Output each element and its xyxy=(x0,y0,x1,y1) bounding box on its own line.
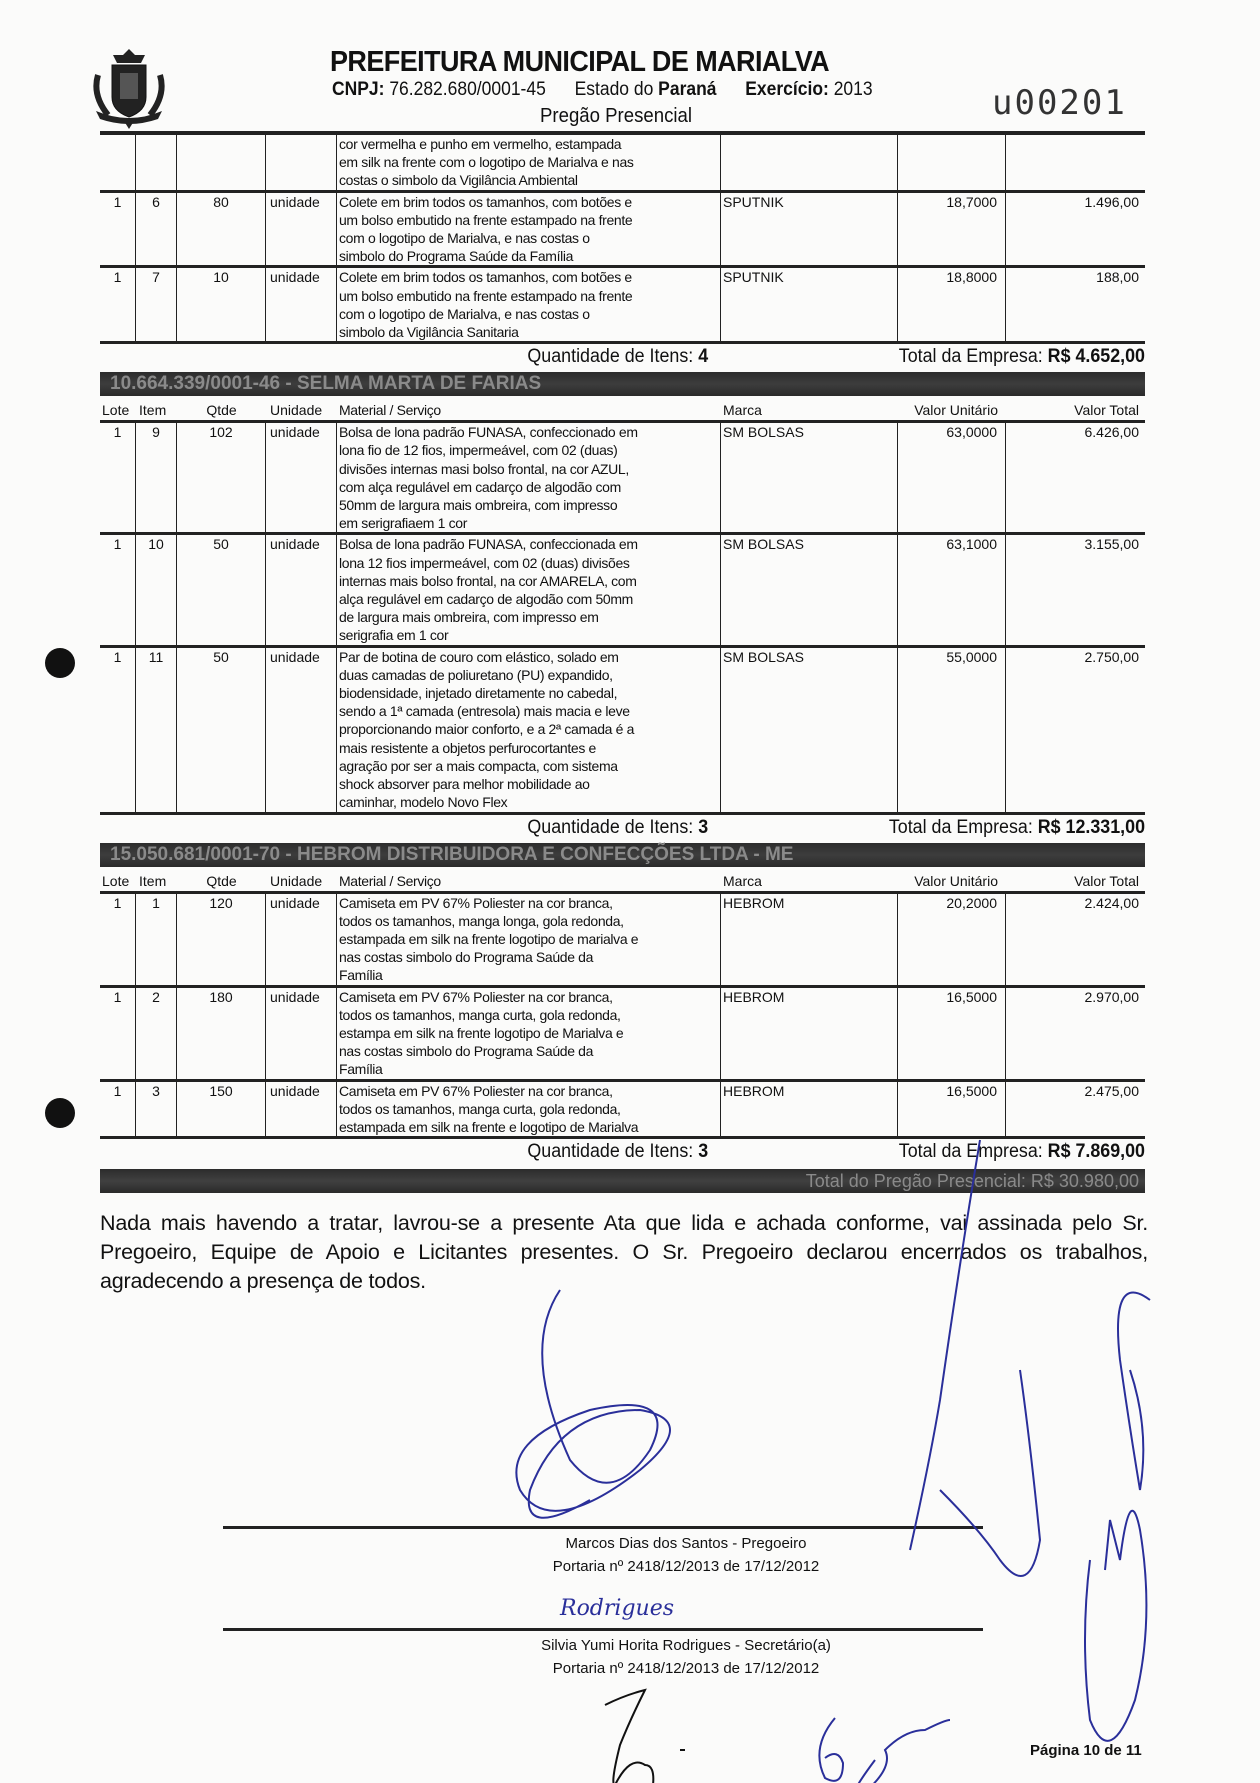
marca-cell: SPUTNIK xyxy=(721,193,898,266)
signature-line xyxy=(223,1526,983,1529)
material-line: Par de botina de couro com elástico, solado em xyxy=(339,648,619,665)
signature-block-pregoeiro xyxy=(223,1526,983,1578)
column-header: Unidade xyxy=(270,872,323,889)
material-line: estampa em silk na frente logotipo de Marialva e xyxy=(339,1024,624,1041)
lote-cell: 1 xyxy=(100,423,136,532)
unidade-cell: unidade xyxy=(266,988,337,1079)
company-total xyxy=(899,1139,1145,1165)
item-cell: 6 xyxy=(136,193,177,266)
material-line: com alça regulável em cadarço de algodão com xyxy=(339,478,621,495)
qtde-cell: 120 xyxy=(177,894,266,985)
valor-unitario-cell: 63,0000 xyxy=(898,423,1006,532)
signature-line xyxy=(223,1628,983,1631)
material-cell xyxy=(337,423,721,532)
column-header: Marca xyxy=(723,402,762,419)
item-cell: 1 xyxy=(136,894,177,985)
section-summary xyxy=(163,344,1145,370)
table-row xyxy=(100,423,1145,535)
company-total-label: Total da Empresa: xyxy=(898,346,1043,368)
material-cell xyxy=(337,135,721,190)
column-header: Material / Serviço xyxy=(339,402,441,419)
material-line: um bolso embutido na frente estampado na frente xyxy=(339,211,633,228)
lote-cell: 1 xyxy=(100,1082,136,1137)
material-line: divisões internas masi bolso frontal, na cor AZUL, xyxy=(339,460,629,477)
hole-punch xyxy=(45,1098,75,1128)
material-line: Camiseta em PV 67% Poliester na cor branca, xyxy=(339,1082,613,1099)
unidade-cell: unidade xyxy=(266,1082,337,1137)
company-total-value: R$ 7.869,00 xyxy=(1047,1141,1145,1163)
material-line: Família xyxy=(339,967,383,984)
material-line: lona 12 fios impermeável, com 02 (duas) divisões xyxy=(339,554,630,571)
header-info-line xyxy=(332,80,873,99)
item-count-label: Quantidade de Itens: xyxy=(527,816,694,838)
column-header: Unidade xyxy=(270,402,323,419)
material-line: Camiseta em PV 67% Poliester na cor branca, xyxy=(339,988,613,1005)
signer-name: Silvia Yumi Horita Rodrigues - Secretário(a) xyxy=(541,1636,831,1654)
exercicio-label: Exercício: xyxy=(745,79,829,100)
valor-total-cell: 188,00 xyxy=(1096,269,1139,286)
material-line: agração por ser a mais compacta, com sistema xyxy=(339,757,618,774)
material-cell xyxy=(337,648,721,812)
valor-total-cell: 2.475,00 xyxy=(1084,1082,1139,1099)
lote-cell: 1 xyxy=(100,535,136,644)
signature-right-b xyxy=(1085,1293,1150,1741)
valor-total-cell xyxy=(1006,135,1145,190)
table-row xyxy=(100,535,1145,647)
marca-cell: SM BOLSAS xyxy=(721,535,898,644)
item-count-value: 3 xyxy=(698,816,709,838)
column-header: Valor Unitário xyxy=(914,872,998,889)
initials-black xyxy=(605,1690,685,1783)
cnpj-label: CNPJ: xyxy=(332,79,385,100)
valor-unitario-cell: 16,5000 xyxy=(898,1082,1006,1137)
table-row xyxy=(100,988,1145,1082)
table-row xyxy=(100,648,1145,815)
material-cell xyxy=(337,193,721,266)
material-line: todos os tamanhos, manga longa, gola redonda, xyxy=(339,912,624,929)
page-indicator: Página 10 de 11 xyxy=(1030,1742,1142,1759)
material-cell xyxy=(337,1082,721,1137)
item-cell: 2 xyxy=(136,988,177,1079)
material-cell xyxy=(337,894,721,985)
item-count-label: Quantidade de Itens: xyxy=(527,1141,694,1163)
lote-cell xyxy=(100,135,136,190)
unidade-cell: unidade xyxy=(266,535,337,644)
unidade-cell: unidade xyxy=(266,894,337,985)
exercicio-value: 2013 xyxy=(833,79,873,100)
unidade-cell: unidade xyxy=(266,648,337,812)
item-count-label: Quantidade de Itens: xyxy=(527,346,694,368)
signature-pregoeiro xyxy=(516,1290,670,1518)
grand-total-bar: Total do Pregão Presencial: R$ 30.980,00 xyxy=(100,1169,1145,1193)
material-line: com o logotipo de Marialva, e nas costas o xyxy=(339,305,590,322)
lote-cell: 1 xyxy=(100,988,136,1079)
qtde-cell: 150 xyxy=(177,1082,266,1137)
column-header: Valor Total xyxy=(1074,872,1139,889)
material-line: sendo a 1ª camada (entresola) mais macia e leve xyxy=(339,703,630,720)
item-cell: 11 xyxy=(136,648,177,812)
material-line: em serigrafiaem 1 cor xyxy=(339,515,468,532)
valor-unitario-cell xyxy=(898,135,1006,190)
table-row xyxy=(100,894,1145,988)
item-cell: 9 xyxy=(136,423,177,532)
material-line: Família xyxy=(339,1061,383,1078)
document-subtitle: Pregão Presencial xyxy=(540,105,692,127)
valor-total-cell: 6.426,00 xyxy=(1084,424,1139,441)
section-summary xyxy=(163,1139,1145,1165)
marca-cell: SM BOLSAS xyxy=(721,423,898,532)
material-line: de largura mais ombreira, com impresso em xyxy=(339,609,599,626)
valor-unitario-cell: 20,2000 xyxy=(898,894,1006,985)
supplier-header-bar: 10.664.339/0001-46 - SELMA MARTA DE FARIAS xyxy=(100,372,1145,396)
column-header: Marca xyxy=(723,872,762,889)
material-line: shock absorver para melhor mobilidade ao xyxy=(339,776,590,793)
material-line: Colete em brim todos os tamanhos, com botões e xyxy=(339,269,632,286)
valor-total-cell: 3.155,00 xyxy=(1084,536,1139,553)
company-total-value: R$ 12.331,00 xyxy=(1037,816,1145,838)
item-count xyxy=(527,1139,708,1165)
column-headers xyxy=(100,871,1145,894)
item-count xyxy=(527,815,708,841)
marca-cell: HEBROM xyxy=(721,1082,898,1137)
table-row xyxy=(100,268,1145,344)
unidade-cell xyxy=(266,135,337,190)
column-header: Lote xyxy=(102,872,130,889)
lote-cell: 1 xyxy=(100,894,136,985)
material-line: mais resistente a objetos perfurocortantes e xyxy=(339,739,596,756)
material-line: todos os tamanhos, manga curta, gola redonda, xyxy=(339,1100,621,1117)
material-line: internas mais bolso frontal, na cor AMARELA, com xyxy=(339,572,637,589)
supplier-section xyxy=(100,843,1145,1166)
column-header: Item xyxy=(139,402,167,419)
material-line: estampada em silk na frente e logotipo de Marialva xyxy=(339,1118,639,1135)
material-line: proporcionando maior conforto, e a 2ª camada é a xyxy=(339,721,635,738)
page-title: PREFEITURA MUNICIPAL DE MARIALVA xyxy=(330,46,830,78)
municipal-coat-of-arms-logo xyxy=(88,45,170,130)
estado-value: Paraná xyxy=(658,79,717,100)
qtde-cell: 80 xyxy=(177,193,266,266)
page-number-stamp: u00201 xyxy=(992,83,1127,123)
company-total-label: Total da Empresa: xyxy=(888,816,1033,838)
initials-6 xyxy=(819,1718,843,1781)
table-row xyxy=(100,131,1145,193)
valor-unitario-cell: 55,0000 xyxy=(898,648,1006,812)
material-cell xyxy=(337,535,721,644)
unidade-cell: unidade xyxy=(266,268,337,341)
qtde-cell: 50 xyxy=(177,648,266,812)
material-line: todos os tamanhos, manga curta, gola redonda, xyxy=(339,1006,621,1023)
material-line: simbolo do Programa Saúde da Família xyxy=(339,248,574,265)
initials-scribble xyxy=(853,1720,951,1783)
document-body xyxy=(100,131,1148,1296)
items-table xyxy=(100,131,1145,1193)
material-cell xyxy=(337,988,721,1079)
valor-unitario-cell: 18,8000 xyxy=(898,268,1006,341)
material-line: caminhar, modelo Novo Flex xyxy=(339,794,508,811)
hole-punch xyxy=(45,648,75,678)
handwritten-signature-secretario: Rodrigues xyxy=(560,1596,675,1621)
item-count xyxy=(527,344,708,370)
company-total-label: Total da Empresa: xyxy=(898,1141,1043,1163)
unidade-cell: unidade xyxy=(266,423,337,532)
supplier-section xyxy=(100,131,1145,370)
estado-prefix: Estado do xyxy=(574,79,654,100)
company-total xyxy=(899,344,1145,370)
column-header: Material / Serviço xyxy=(339,872,441,889)
column-header: Lote xyxy=(102,402,130,419)
item-cell: 7 xyxy=(136,268,177,341)
marca-cell: SM BOLSAS xyxy=(721,648,898,812)
item-cell xyxy=(136,135,177,190)
signer-portaria: Portaria nº 2418/12/2013 de 17/12/2012 xyxy=(552,1557,820,1575)
marca-cell: HEBROM xyxy=(721,894,898,985)
material-line: Bolsa de lona padrão FUNASA, confeccionado em xyxy=(339,424,638,441)
qtde-cell: 102 xyxy=(177,423,266,532)
signer-portaria: Portaria nº 2418/12/2013 de 17/12/2012 xyxy=(552,1659,820,1677)
item-cell: 3 xyxy=(136,1082,177,1137)
lote-cell: 1 xyxy=(100,648,136,812)
column-header: Valor Total xyxy=(1074,402,1139,419)
qtde-cell: 50 xyxy=(177,535,266,644)
material-cell xyxy=(337,268,721,341)
material-line: cor vermelha e punho em vermelho, estampada xyxy=(339,136,622,152)
material-line: nas costas simbolo do Programa Saúde da xyxy=(339,1043,594,1060)
signer-name: Marcos Dias dos Santos - Pregoeiro xyxy=(565,1534,807,1552)
qtde-cell xyxy=(177,135,266,190)
material-line: alça regulável em cadarço de algodão com 50mm xyxy=(339,591,633,608)
table-row xyxy=(100,1082,1145,1140)
column-headers xyxy=(100,400,1145,423)
lote-cell: 1 xyxy=(100,193,136,266)
valor-total-cell: 2.750,00 xyxy=(1084,648,1139,665)
valor-unitario-cell: 16,5000 xyxy=(898,988,1006,1079)
material-line: simbolo da Vigilância Sanitaria xyxy=(339,324,519,341)
lote-cell: 1 xyxy=(100,268,136,341)
valor-unitario-cell: 18,7000 xyxy=(898,193,1006,266)
signature-block-secretario xyxy=(223,1628,983,1680)
table-row xyxy=(100,193,1145,269)
material-line: Bolsa de lona padrão FUNASA, confeccionada em xyxy=(339,536,638,553)
marca-cell xyxy=(721,135,898,190)
item-count-value: 4 xyxy=(698,346,709,368)
marca-cell: SPUTNIK xyxy=(721,268,898,341)
material-line: em silk na frente com o logotipo de Marialva e nas xyxy=(339,154,634,171)
company-total xyxy=(889,815,1145,841)
material-line: Colete em brim todos os tamanhos, com botões e xyxy=(339,193,632,210)
valor-unitario-cell: 63,1000 xyxy=(898,535,1006,644)
column-header: Valor Unitário xyxy=(914,402,998,419)
material-line: Camiseta em PV 67% Poliester na cor branca, xyxy=(339,894,613,911)
valor-total-cell: 2.970,00 xyxy=(1084,988,1139,1005)
closing-paragraph: Nada mais havendo a tratar, lavrou-se a presente Ata que lida e achada conforme, vai assinada pelo Sr. Pregoeiro, Equipe de Apoio e Licitantes presentes. O Sr. Pregoeiro declarou encerrados os trabalhos, agradecendo a presença de todos. xyxy=(100,1211,1148,1294)
material-line: 50mm de largura mais ombreira, com impresso xyxy=(339,497,618,514)
material-line: duas camadas de poliuretano (PU) expandido, xyxy=(339,666,613,683)
material-line: costas o simbolo da Vigilância Ambiental xyxy=(339,172,578,189)
material-line: biodensidade, injetado diretamente no cabedal, xyxy=(339,685,618,702)
column-header: Qtde xyxy=(206,402,237,419)
material-line: nas costas simbolo do Programa Saúde da xyxy=(339,949,594,966)
supplier-section xyxy=(100,372,1145,840)
marca-cell: HEBROM xyxy=(721,988,898,1079)
material-line: serigrafia em 1 cor xyxy=(339,627,449,644)
material-line: com o logotipo de Marialva, e nas costas o xyxy=(339,230,590,247)
material-line: lona fio de 12 fios, impermeável, com 02 (duas) xyxy=(339,442,618,459)
unidade-cell: unidade xyxy=(266,193,337,266)
valor-total-cell: 1.496,00 xyxy=(1084,193,1139,210)
column-header: Item xyxy=(139,872,167,889)
company-total-value: R$ 4.652,00 xyxy=(1047,346,1145,368)
material-line: estampada em silk na frente logotipo de marialva e xyxy=(339,930,639,947)
item-cell: 10 xyxy=(136,535,177,644)
qtde-cell: 10 xyxy=(177,268,266,341)
qtde-cell: 180 xyxy=(177,988,266,1079)
valor-total-cell: 2.424,00 xyxy=(1084,894,1139,911)
supplier-header-bar: 15.050.681/0001-70 - HEBROM DISTRIBUIDORA E CONFECÇÕES LTDA - ME xyxy=(100,843,1145,867)
cnpj-value: 76.282.680/0001-45 xyxy=(389,79,546,100)
material-line: um bolso embutido na frente estampado na frente xyxy=(339,287,633,304)
section-summary xyxy=(163,815,1145,841)
item-count-value: 3 xyxy=(698,1141,709,1163)
column-header: Qtde xyxy=(206,872,237,889)
